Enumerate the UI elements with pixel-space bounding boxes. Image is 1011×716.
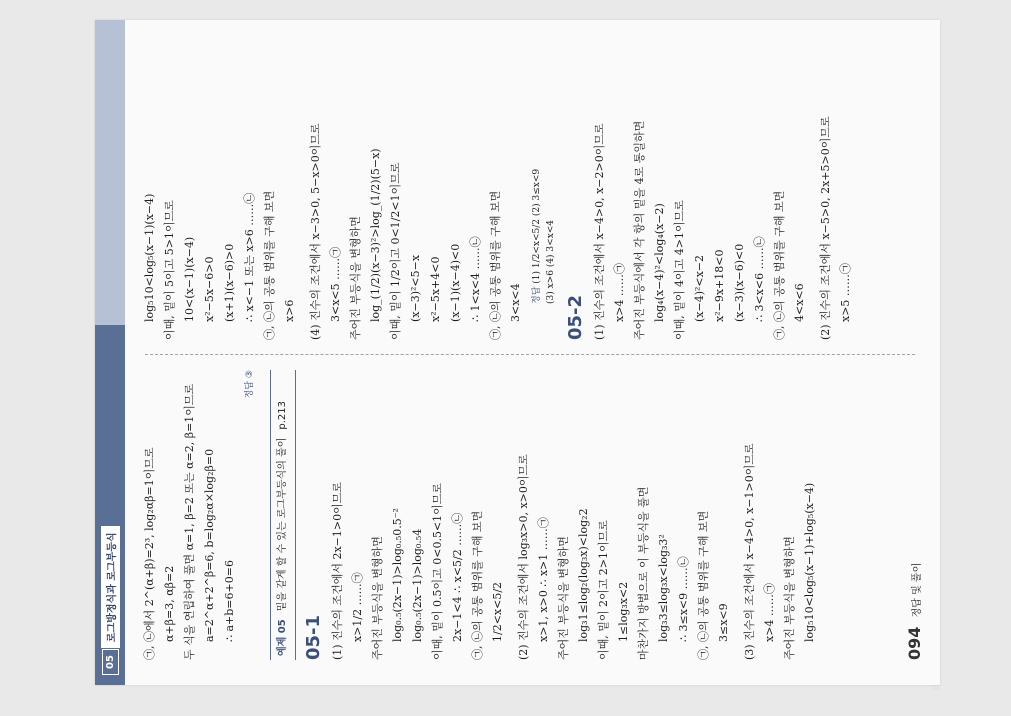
solution-line: log₅10<log₅(x−1)(x−4): [143, 193, 156, 322]
solution-line: (x−4)²<x−2: [693, 254, 706, 322]
solution-line: log₃3≤log₃x<log₃3²: [657, 534, 670, 642]
solution-line: 이때, 밑이 2이고 2>1이므로: [597, 520, 610, 660]
intro-line: ㉠, ㉡에서 2^(α+β)=2³, log₂αβ=1이므로: [143, 447, 156, 660]
solution-line: ∴ 3<x<6 ……㉡: [753, 236, 766, 322]
solution-line: log₀.₅(2x−1)>log₀.₅0.5⁻²: [391, 508, 404, 642]
solution-line: (x−1)(x−4)<0: [449, 243, 462, 322]
solution-line: log₀.₅(2x−1)>log₀.₅4: [411, 528, 424, 642]
solution-line: log₃1≤log₂(log₃x)<log₂2: [577, 508, 590, 642]
answer-marker: 정답 ③: [245, 370, 255, 399]
solution-line: (x+1)(x−6)>0: [223, 243, 236, 322]
example-title: 밑을 같게 할 수 있는 로그부등식의 풀이: [277, 437, 288, 612]
solution-line: (3) 진수의 조건에서 x−4>0, x−1>0이므로: [743, 443, 756, 660]
intro-line: ∴ a+b=6+0=6: [223, 560, 236, 642]
solution-line: (x−3)(x−6)<0: [733, 243, 746, 322]
solution-line: (x−3)²<5−x: [409, 254, 422, 322]
chapter-number: 05: [102, 649, 119, 675]
solution-line: 이때, 밑이 1/2이고 0<1/2<1이므로: [389, 162, 402, 340]
answer-line: (1) 1/2<x<5/2 (2) 3≤x<9: [532, 168, 542, 284]
solution-line: 1≤log₃x<2: [617, 581, 630, 642]
solution-line: log₄(x−4)²<log₄(x−2): [653, 203, 666, 322]
answer-label: 정답: [532, 286, 542, 304]
example-tag: 예제 05: [277, 619, 288, 656]
solution-line: 3≤x<9: [717, 603, 730, 642]
solution-line: (2) 진수의 조건에서 x−5>0, 2x+5>0이므로: [819, 116, 832, 340]
intro-line: 두 식을 연립하여 풀면 α=1, β=2 또는 α=2, β=1이므로: [183, 383, 196, 660]
solution-line: 4<x<6: [793, 283, 806, 322]
solution-line: ∴ 3≤x<9 ……㉡: [677, 556, 690, 642]
solution-line: 이때, 밑이 4이고 4>1이므로: [673, 200, 686, 340]
chapter-header: [99, 525, 121, 675]
answer-line: (3) x>6 (4) 3<x<4: [546, 219, 556, 304]
solution-line: 주어진 부등식을 변형하면: [349, 216, 362, 340]
intro-line: a=2^α+2^β=6, b=log₂α×log₂β=0: [203, 448, 216, 642]
solution-line: 1/2<x<5/2: [491, 581, 504, 642]
solution-line: (2) 진수의 조건에서 log₃x>0, x>0이므로: [517, 454, 530, 660]
intro-line: α+β=3, αβ=2: [163, 565, 176, 642]
footer-label: 정답 및 풀이: [912, 562, 923, 618]
solution-line: 2x−1<4 ∴ x<5/2 ……㉡: [451, 512, 464, 642]
page-number: 094: [905, 626, 924, 660]
solution-line: 3<x<5 ……㉠: [329, 246, 342, 322]
example-header: [270, 370, 296, 660]
solution-line: ㉠, ㉡의 공통 범위를 구해 보면: [697, 510, 710, 660]
solution-line: x²−5x−6>0: [203, 256, 216, 322]
solution-line: x>1/2 ……㉠: [351, 572, 364, 642]
solution-line: ㉠, ㉡의 공통 범위를 구해 보면: [489, 190, 502, 340]
solution-line: x>5 ……㉠: [839, 263, 852, 322]
solution-line: (1) 진수의 조건에서 x−4>0, x−2>0이므로: [593, 123, 606, 340]
solution-line: log₅10<log₅(x−1)+log₅(x−4): [803, 482, 816, 642]
solution-line: 이때, 밑이 0.5이고 0<0.5<1이므로: [431, 482, 444, 660]
header-bar-light: [95, 20, 125, 325]
solution-line: log_(1/2)(x−3)²>log_(1/2)(5−x): [369, 148, 382, 322]
solution-line: x>6: [283, 299, 296, 322]
page-footer: [905, 563, 924, 660]
solution-line: 주어진 부등식을 변형하면: [783, 536, 796, 660]
solution-line: x²−9x+18<0: [713, 249, 726, 322]
solution-line: x²−5x+4<0: [429, 256, 442, 322]
column-divider: [145, 354, 915, 355]
section-05-2: 05-2: [565, 294, 586, 340]
solution-line: (1) 진수의 조건에서 2x−1>0이므로: [331, 482, 344, 660]
solution-line: 이때, 밑이 5이고 5>1이므로: [163, 200, 176, 340]
solution-line: 10<(x−1)(x−4): [183, 236, 196, 322]
section-05-1: 05-1: [303, 614, 324, 660]
solution-line: 주어진 부등식을 변형하면: [557, 536, 570, 660]
solution-line: 주어진 부등식을 변형하면: [371, 536, 384, 660]
solution-line: (4) 진수의 조건에서 x−3>0, 5−x>0이므로: [309, 123, 322, 340]
solution-line: 3<x<4: [509, 283, 522, 322]
chapter-header-bar: [95, 20, 130, 685]
solution-line: ∴ x<−1 또는 x>6 ……㉡: [243, 192, 256, 322]
chapter-title: 로그방정식과 로그부등식: [100, 525, 121, 649]
solution-line: 마찬가지 방법으로 이 부등식을 풀면: [637, 486, 650, 660]
rotated-content: [95, 20, 940, 685]
solution-line: ㉠, ㉡의 공통 범위를 구해 보면: [263, 190, 276, 340]
right-column: [140, 50, 856, 340]
solution-line: 주어진 부등식에서 각 항의 밑을 4로 통일하면: [633, 120, 646, 340]
left-column: [140, 370, 820, 660]
example-page-ref: p.213: [277, 401, 288, 430]
solution-line: x>4 ……㉠: [613, 263, 626, 322]
textbook-page: [95, 20, 940, 685]
solution-line: ∴ 1<x<4 ……㉡: [469, 236, 482, 322]
solution-line: x>4 ……㉠: [763, 583, 776, 642]
answer-box: [530, 50, 544, 340]
solution-line: ㉠, ㉡의 공통 범위를 구해 보면: [773, 190, 786, 340]
solution-line: ㉠, ㉡의 공통 범위를 구해 보면: [471, 510, 484, 660]
solution-line: x>1, x>0 ∴ x>1 ……㉠: [537, 517, 550, 642]
